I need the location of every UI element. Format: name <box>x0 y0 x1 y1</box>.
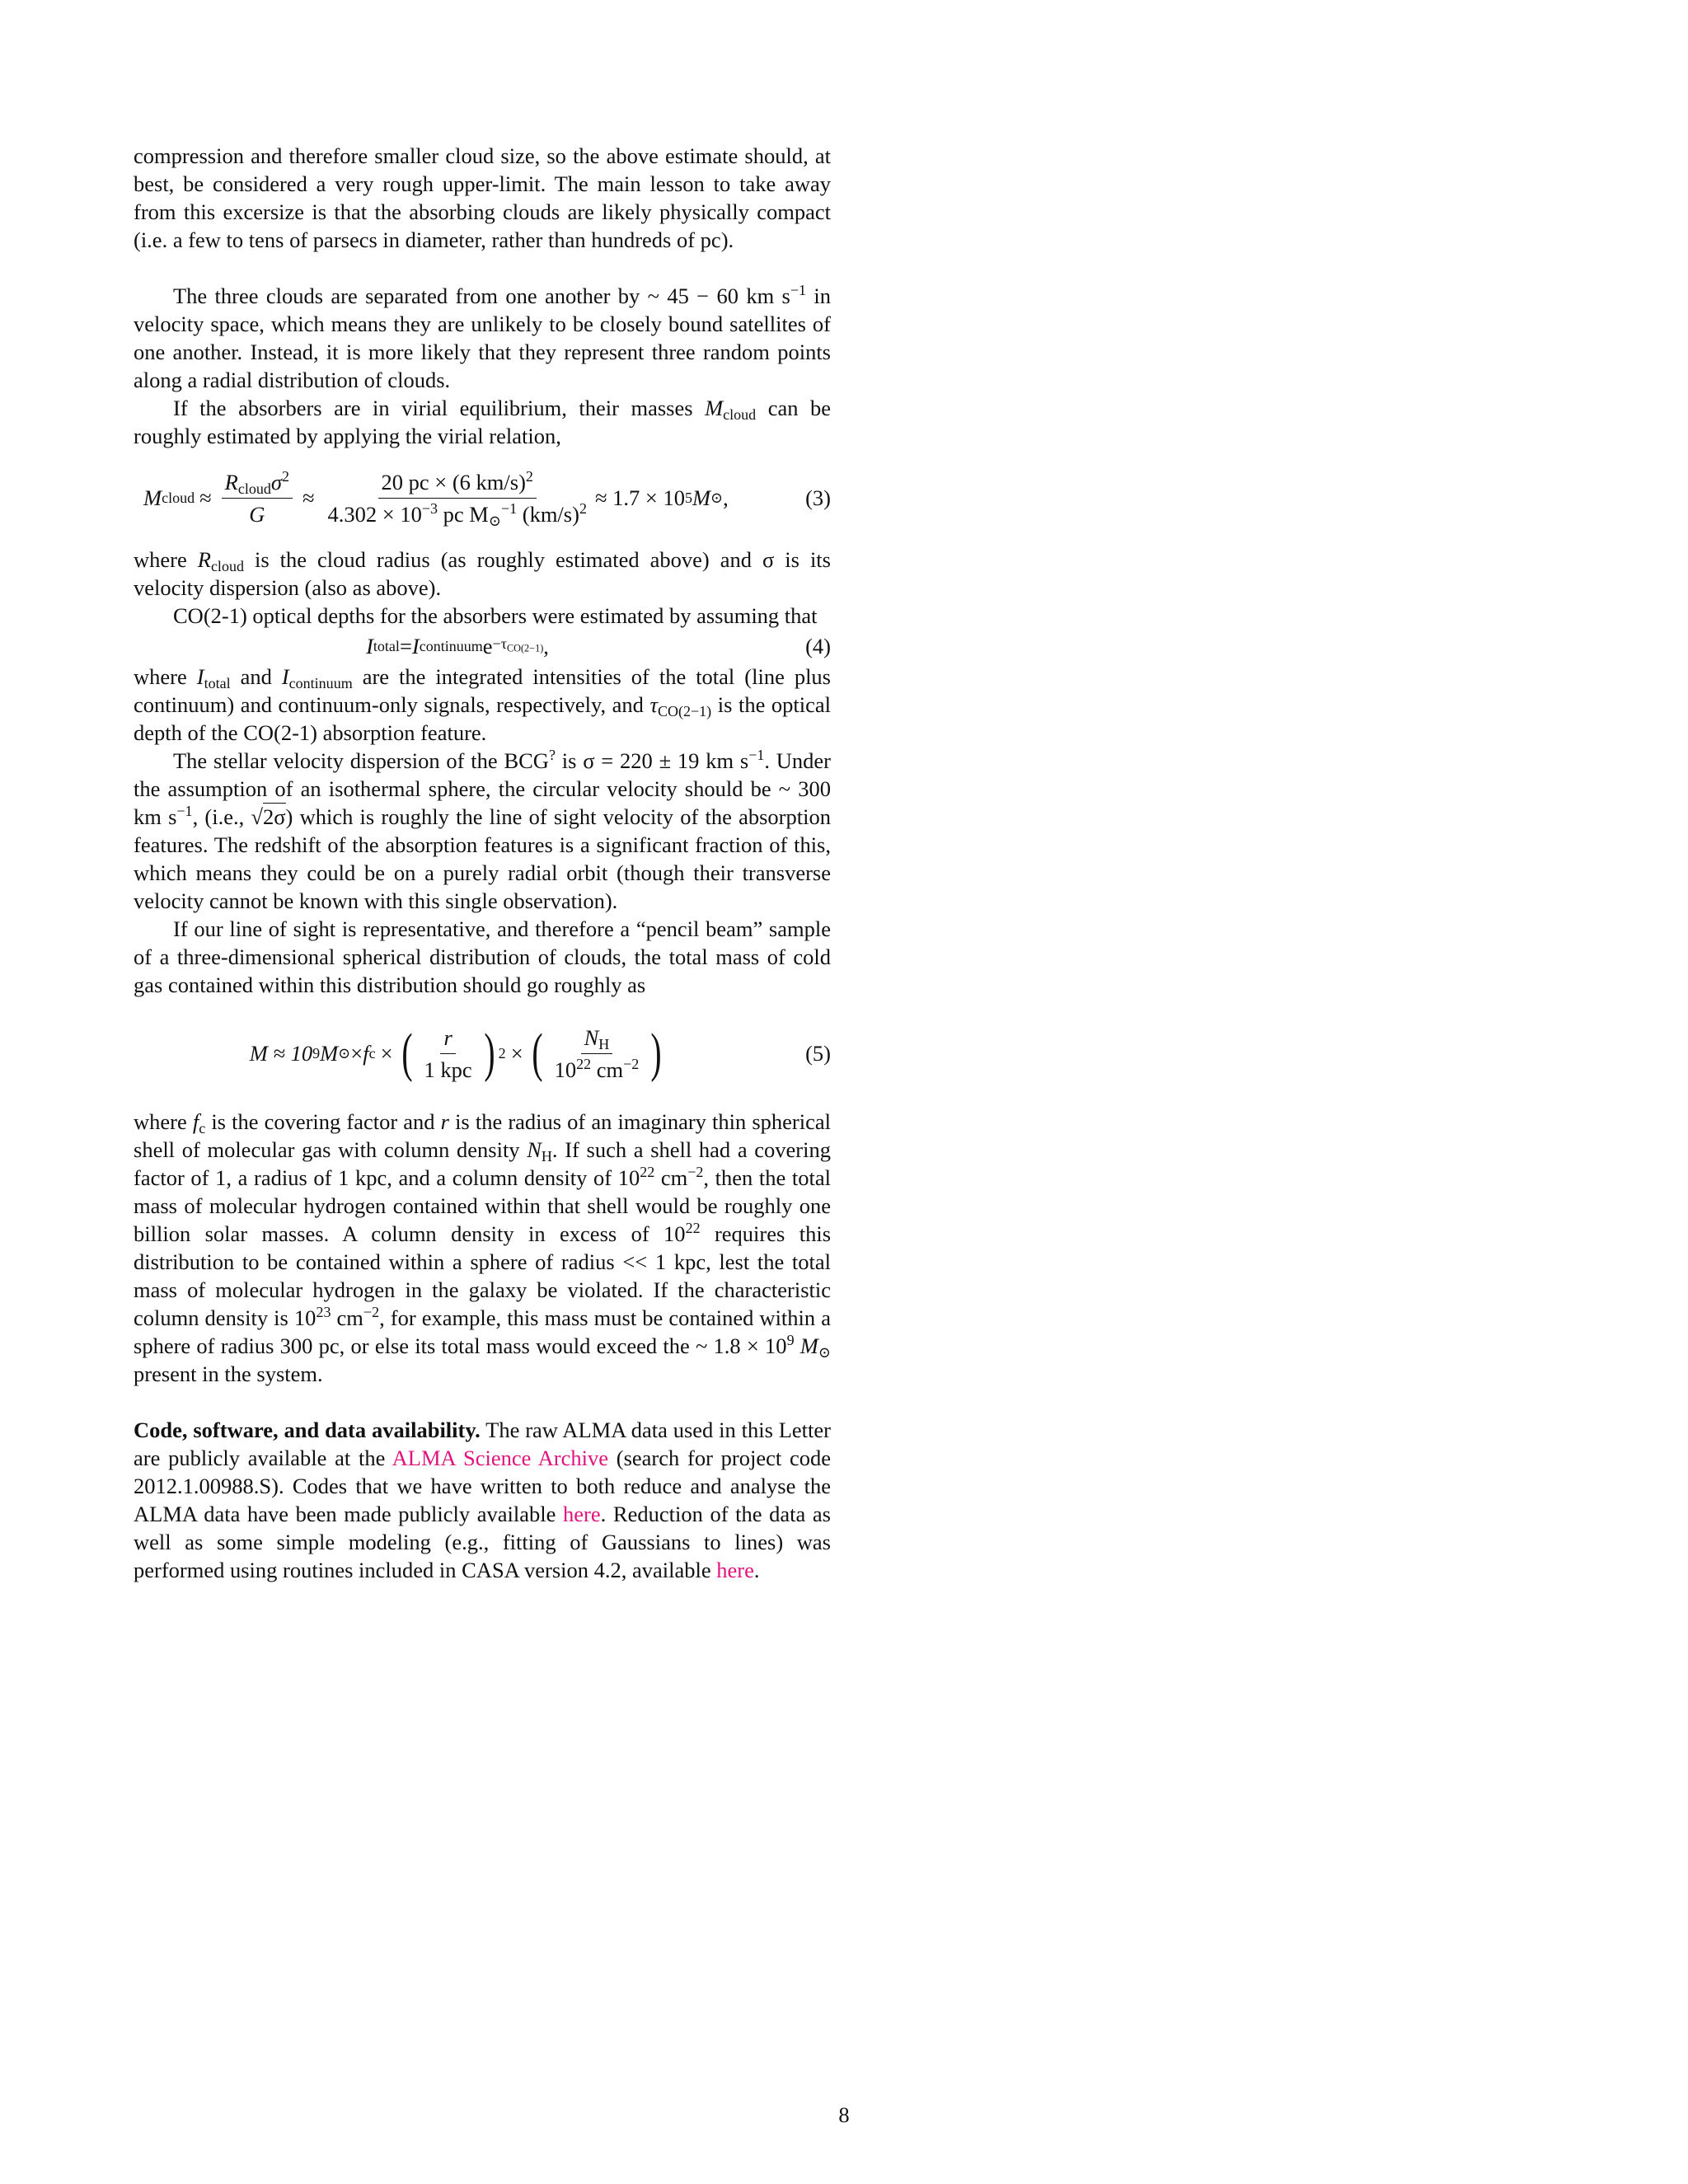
denominator <box>551 1054 643 1084</box>
text-run: compression and therefore smaller cloud size, so the above estimate should, at best, be considered a very rough upper-limit. The main lesson to take away from this excersize is that the absorbing clouds are likely physically compact (i.e. a few to tens of parsecs in diameter, rather than hundreds of pc). <box>134 143 831 252</box>
paragraph-intensity-def <box>134 663 831 747</box>
subscript: cloud <box>723 406 757 424</box>
numerator <box>440 1024 455 1054</box>
numerator <box>581 1024 613 1054</box>
math-symbol: N <box>527 1137 542 1162</box>
math-symbol: M <box>143 485 162 510</box>
text-run: in velocity space, which means they are unlikely to be closely bound satellites of one another. Instead, it is more likely that they represent three random points along a radial distribution of clouds. <box>134 284 831 392</box>
exponent: −1 <box>748 747 765 764</box>
text-run: . <box>753 1558 760 1582</box>
math-symbol: M <box>705 396 724 420</box>
equation-number: (3) <box>805 485 831 510</box>
math-symbol: r <box>443 1024 452 1050</box>
link-code-repository[interactable]: here <box>563 1502 601 1526</box>
paragraph-virial <box>134 394 831 450</box>
subscript: H <box>598 1035 610 1052</box>
math-symbol: I <box>411 633 420 658</box>
equation-3 <box>134 450 831 546</box>
text-run: 4.302 × 10 <box>327 501 422 527</box>
link-alma-archive[interactable]: ALMA Science Archive <box>392 1446 608 1470</box>
citation-marker: ? <box>548 747 556 764</box>
exponent: −2 <box>623 1055 640 1072</box>
text-run: cm <box>591 1057 624 1082</box>
sqrt-argument: 2σ <box>262 804 286 829</box>
math-symbol: R <box>224 469 238 494</box>
exponent: 2 <box>579 499 587 517</box>
numerator <box>222 468 293 499</box>
exponent: −1 <box>176 803 193 820</box>
fraction-virial <box>222 468 293 528</box>
section-heading: Code, software, and data availability. <box>134 1418 481 1442</box>
numerator <box>378 468 537 499</box>
fraction-radius <box>421 1024 476 1084</box>
paragraph-rcloud-def <box>134 546 831 602</box>
paragraph-optical-depth: CO(2-1) optical depths for the absorbers were estimated by assuming that <box>173 603 818 628</box>
subscript: continuum <box>288 675 353 692</box>
exponent: 22 <box>685 1220 701 1237</box>
text-run: The three clouds are separated from one another by ~ 45 − 60 km s <box>173 284 790 308</box>
equation-3-body: M cloud ≈ $\frac{R_{cloud}\sigma^2}{G}$ ≈ $\frac{20 pc \times (6 km/s)^2}{4.302 \times 10^{-3} pc M_⊙^{-1} (km/s)^2}$ ≈ 1.7 × 10 5 M ⊙ , <box>143 467 729 529</box>
text-run: 10 <box>554 1057 577 1082</box>
text-run: × <box>350 1040 363 1066</box>
text-run: where <box>134 547 198 572</box>
math-symbol: R <box>197 547 211 572</box>
text-run: is the radius of an imaginary thin spherical shell of molecular gas with column density <box>134 1109 831 1162</box>
approx-sign: ≈ <box>302 485 315 510</box>
right-paren: ) <box>484 1023 495 1083</box>
text-run: . Under the assumption of an isothermal sphere, the circular velocity should be ~ 300 km s <box>134 748 832 829</box>
subscript: total <box>204 675 231 692</box>
text-run: requires this distribution to be contained within a sphere of radius << 1 kpc, lest the total mass of molecular hydrogen in the galaxy be violated. If the characteristic column density is 10 <box>134 1221 832 1330</box>
paragraph-covering-factor <box>134 1108 831 1388</box>
denominator <box>325 499 590 528</box>
subscript: ⊙ <box>488 512 501 529</box>
text-run: , for example, this mass must be contained within a sphere of radius 300 pc, or else its total mass would exceed the ~ 1.8 × 10 <box>134 1305 831 1358</box>
text-run: present in the system. <box>134 1361 323 1386</box>
math-symbol: τ <box>649 692 658 717</box>
paragraph-pencil-beam: If our line of sight is representative, and therefore a “pencil beam” sample of a three-dimensional spherical distribution of clouds, the total mass of cold gas contained within this distribution should go roughly as <box>134 916 831 997</box>
text-run: e <box>482 633 493 658</box>
text-run: The raw ALMA data used in this Letter are publicly available at the <box>134 1418 831 1470</box>
text-run: If the absorbers are in virial equilibrium, their masses <box>173 396 706 420</box>
subscript: CO(2−1) <box>506 642 544 654</box>
equation-4 <box>134 630 831 663</box>
text-run: is the covering factor and <box>205 1109 441 1134</box>
text-run: can be roughly estimated by applying the virial relation, <box>134 396 831 448</box>
math-symbol: G <box>249 501 265 527</box>
text-run: 20 pc × (6 km/s) <box>381 469 526 494</box>
equation-5-body: M ≈ 10 9 M ⊙ × f c × ( $\frac{r}{\text{1 kpc}}$ ) 2 × ( $\frac{N_H}{10^{22} cm^{-2}}$ ) <box>249 1023 662 1083</box>
fraction-numeric <box>325 468 590 528</box>
subscript: cloud <box>237 480 271 497</box>
equation-number: (4) <box>805 633 831 658</box>
text-run: . Reduction of the data as well as some simple modeling (e.g., fitting of Gaussians to lines) was performed using routines included in CASA version 4.2, available <box>134 1502 831 1582</box>
exponent: −2 <box>687 1164 704 1181</box>
exponent: 22 <box>576 1055 592 1072</box>
exponent: −1 <box>790 282 807 299</box>
right-paren: ) <box>650 1023 662 1083</box>
paragraph-cloud-separation <box>134 282 831 394</box>
math-symbol: M ≈ 10 <box>249 1040 313 1066</box>
math-symbol: I <box>366 633 373 658</box>
subscript: c <box>199 1120 206 1137</box>
exponent: −1 <box>500 499 518 517</box>
math-symbol: M <box>692 485 711 510</box>
text-run: , (i.e., √ <box>192 804 263 829</box>
exponent <box>492 635 544 654</box>
text-run <box>250 1041 312 1066</box>
math-symbol: I <box>196 664 204 689</box>
paragraph-cloud-size <box>134 142 831 282</box>
equals-sign: = <box>399 633 412 658</box>
times-sign: × <box>380 1040 393 1066</box>
page-number: 8 <box>838 2102 850 2127</box>
text-run: . If such a shell had a covering factor of 1, a radius of 1 kpc, and a column density of 10 <box>134 1137 831 1190</box>
subscript: ⊙ <box>818 1344 831 1361</box>
exponent: −2 <box>363 1304 380 1321</box>
exponent: 22 <box>640 1164 655 1181</box>
fraction-column-density <box>551 1024 643 1084</box>
exponent: −3 <box>421 499 438 517</box>
equation-4-body: I total = I continuum e $-\tau_{CO(2-1)}$ , <box>366 633 549 658</box>
equation-5 <box>134 999 831 1108</box>
text-run: , then the total mass of molecular hydrogen contained within that shell would be roughly one billion solar masses. A column density in excess of 10 <box>134 1165 831 1246</box>
paragraph-velocity-dispersion <box>134 747 831 915</box>
text-run: , <box>723 485 729 510</box>
text-run: where <box>134 1109 193 1134</box>
subscript: cloud <box>210 558 244 575</box>
math-symbol: N <box>584 1024 599 1050</box>
text-run: cm <box>331 1305 363 1330</box>
math-symbol: M <box>794 1333 818 1358</box>
text-run: pc M <box>438 501 489 527</box>
approx-sign: ≈ <box>199 485 212 510</box>
exponent: 2 <box>281 467 289 485</box>
math-symbol: I <box>281 664 289 689</box>
exponent: 2 <box>525 467 533 485</box>
exponent: 9 <box>786 1332 795 1349</box>
text-run: cm <box>654 1165 688 1190</box>
denominator <box>246 499 268 528</box>
left-paren: ( <box>401 1023 413 1083</box>
math-symbol: r <box>440 1109 449 1134</box>
exponent: 23 <box>316 1304 331 1321</box>
text-run: ) which is roughly the line of sight velocity of the absorption features. The redshift of the absorption features is a significant fraction of this, which means they could be on a purely radial orbit (though their transverse velocity cannot be known with this single observation). <box>134 804 831 913</box>
text-run: (search for project code 2012.1.00988.S). Codes that we have written to both reduce and analyse the ALMA data have been made publicly available <box>134 1446 832 1526</box>
times-sign: × <box>510 1040 523 1066</box>
text-run: is the optical depth of the CO(2-1) absorption feature. <box>134 692 831 745</box>
equation-number: (5) <box>805 1040 831 1066</box>
text-run: and <box>230 664 282 689</box>
subscript: H <box>541 1148 552 1165</box>
link-casa[interactable]: here <box>716 1558 754 1582</box>
text-column <box>134 142 831 1584</box>
text-run: are the integrated intensities of the total (line plus continuum) and continuum-only signals, respectively, and <box>134 664 831 717</box>
text-run: is the cloud radius (as roughly estimated above) and σ is its velocity dispersion (also as above). <box>134 547 831 600</box>
text-run: (km/s) <box>517 501 579 527</box>
text-run: is σ = 220 ± 19 km s <box>555 748 749 773</box>
text-run: The stellar velocity dispersion of the BCG <box>173 748 549 773</box>
math-symbol: σ <box>270 469 282 494</box>
text-run: where <box>134 664 197 689</box>
text-run: , <box>543 633 549 658</box>
math-symbol: f <box>192 1109 199 1134</box>
subscript: CO(2−1) <box>657 703 712 720</box>
paragraph-code-availability <box>134 1416 831 1584</box>
math-symbol: f <box>363 1040 369 1066</box>
left-paren: ( <box>532 1023 543 1083</box>
denominator: 1 kpc <box>424 1057 472 1082</box>
text-run: ≈ 1.7 × 10 <box>594 485 685 510</box>
math-symbol: M <box>320 1040 339 1066</box>
text-run: −τ <box>492 635 507 653</box>
